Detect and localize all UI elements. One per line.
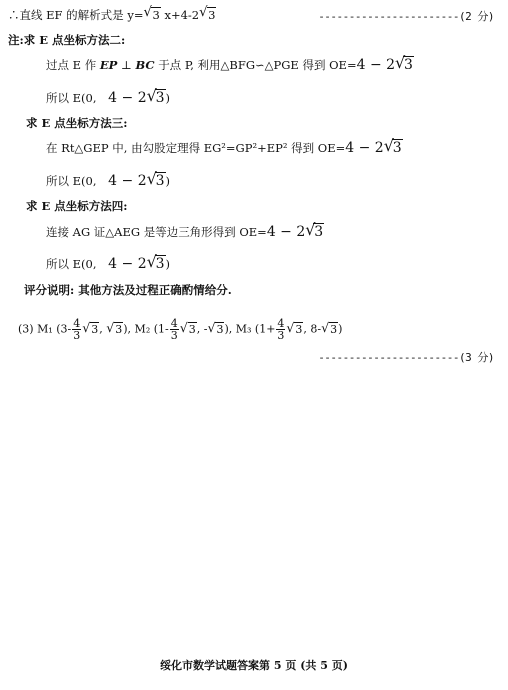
- method-four-step: 连接 AG 证△AEG 是等边三角形得到 OE=4 − 2√ 3: [46, 224, 324, 240]
- method-four-result: 所以 E(0, 4 − 2√ 3): [46, 256, 170, 272]
- fraction-4-3: $\frac{4}{3}$: [73, 317, 81, 342]
- method-two-heading: 注:求 E 点坐标方法二:: [8, 33, 126, 47]
- sqrt-3: √ 3: [143, 7, 160, 23]
- method-four-heading: 求 E 点坐标方法四:: [26, 199, 128, 213]
- ef-equation-mid: x+4-2: [164, 8, 200, 22]
- sqrt-3: √ 3: [147, 256, 166, 272]
- sqrt-3: √ 3: [286, 322, 303, 338]
- sqrt-3: √ 3: [82, 322, 99, 338]
- score-2: -----------------------(2 分): [318, 10, 494, 23]
- ef-equation-line: [8, 7, 216, 23]
- sqrt-3: √ 3: [321, 322, 338, 338]
- method-two-result: 所以 E(0, 4 − 2√ 3): [46, 90, 170, 106]
- sqrt-3: √ 3: [395, 57, 414, 73]
- method-three-heading: 求 E 点坐标方法三:: [26, 116, 128, 130]
- sqrt-3: √ 3: [384, 140, 403, 156]
- method-three-result: 所以 E(0, 4 − 2√ 3): [46, 173, 170, 189]
- fraction-4-3: $\frac{4}{3}$: [277, 317, 285, 342]
- part-three-answer: (3) M₁ (3- $\frac{4}{3}$ √ 3, √ 3), M₂ (1- $\frac{4}{3}$ √ 3, -√ 3), M₃ (1+ $\frac{4}{3}$ √ 3, 8-√ 3): [18, 318, 342, 341]
- method-three-step: 在 Rt△GEP 中, 由勾股定理得 EG²=GP²+EP² 得到 OE=4 − 2√ 3: [46, 140, 403, 156]
- sqrt-3: √ 3: [106, 322, 123, 338]
- sqrt-3: √ 3: [180, 322, 197, 338]
- fraction-4-3: $\frac{4}{3}$: [170, 317, 178, 342]
- sqrt-3: √ 3: [147, 173, 166, 189]
- sqrt-3: √ 3: [147, 90, 166, 106]
- score-3: -----------------------(3 分): [318, 351, 494, 364]
- sqrt-3: √ 3: [207, 322, 224, 338]
- ef-equation-prefix: ∴直线 EF 的解析式是 y=: [8, 8, 144, 22]
- page-footer: 绥化市数学试题答案第 5 页 (共 5 页): [160, 659, 348, 672]
- sqrt-3: √ 3: [305, 224, 324, 240]
- sqrt-3: √ 3: [199, 7, 216, 23]
- grading-note: [24, 282, 232, 298]
- method-two-step: 过点 E 作 EP ⊥ BC 于点 P, 利用△BFG∽△PGE 得到 OE=4 − 2√ 3: [46, 57, 414, 73]
- grading-note-label: 评分说明: [24, 283, 70, 297]
- grading-note-text: : 其他方法及过程正确酌情给分.: [70, 283, 232, 297]
